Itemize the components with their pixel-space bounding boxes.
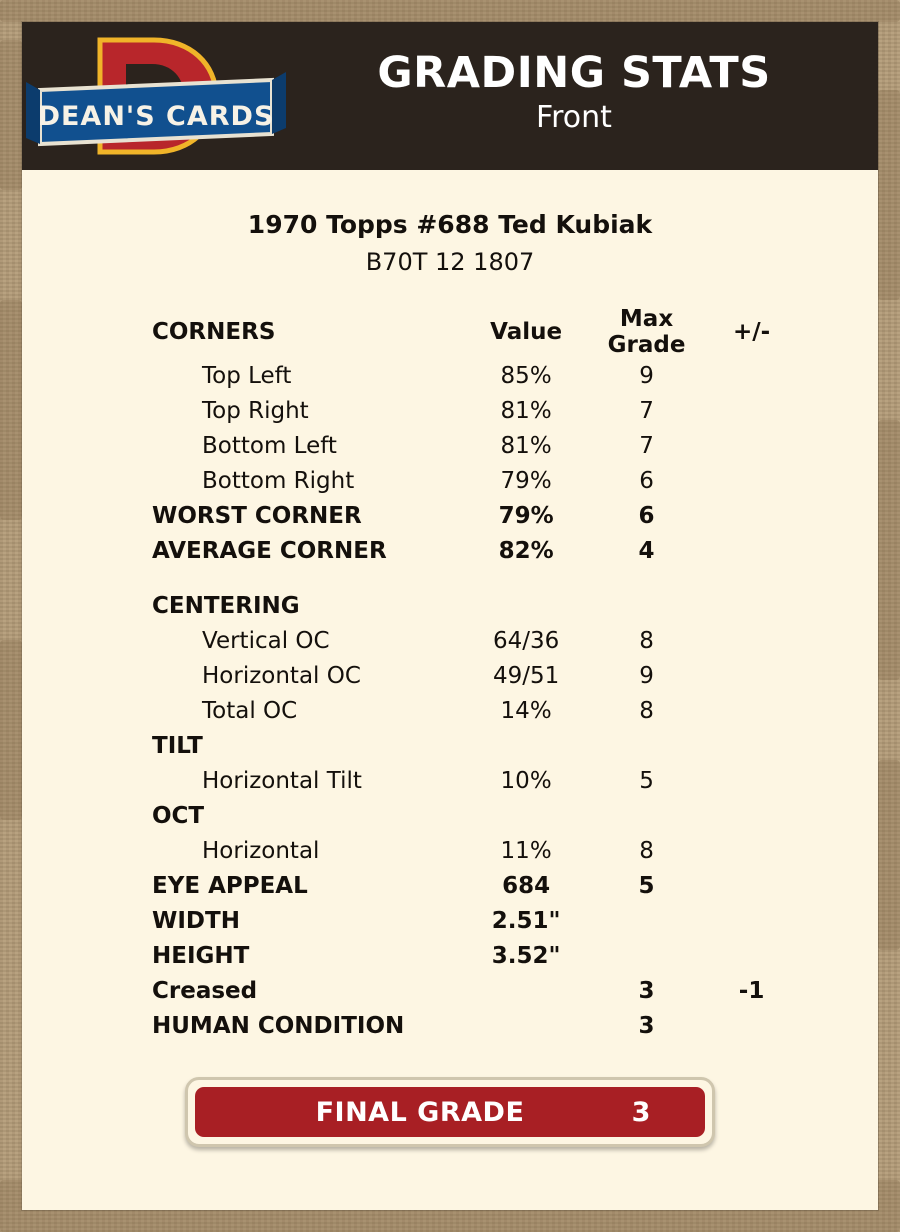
background-texture	[878, 90, 900, 300]
stats-row-label: WORST CORNER	[152, 502, 362, 529]
stats-row-plus-minus	[711, 588, 792, 623]
stats-row-value: 81%	[500, 432, 552, 459]
stats-row-value: Value	[490, 319, 563, 345]
stats-row	[152, 533, 792, 568]
stats-row-max-grade	[582, 903, 711, 938]
svg-text:DEAN'S CARDS: DEAN'S CARDS	[37, 101, 275, 132]
header-title-block	[290, 47, 878, 137]
stats-row-plus-minus	[711, 658, 792, 693]
stats-row-label: Bottom Left	[202, 432, 337, 459]
stats-row-label: Creased	[152, 977, 258, 1004]
stats-row-plus-minus	[711, 393, 792, 428]
stats-row	[152, 463, 792, 498]
stats-row-plus-minus	[711, 728, 792, 763]
stats-row	[152, 658, 792, 693]
stats-row-max-grade: 5	[639, 767, 654, 794]
final-grade-panel	[185, 1077, 715, 1147]
stats-row-plus-minus	[711, 498, 792, 533]
stats-row-plus-minus	[711, 798, 792, 833]
stats-row-max-grade	[582, 568, 711, 588]
stats-row-label: OCT	[152, 802, 205, 829]
stats-row-label: EYE APPEAL	[152, 872, 308, 899]
stats-row	[152, 903, 792, 938]
stats-row	[152, 973, 792, 1008]
grading-stats-table	[152, 306, 792, 1043]
stats-row-max-grade: 5	[638, 872, 655, 899]
stats-row-label: Bottom Right	[202, 467, 355, 494]
stats-row	[152, 728, 792, 763]
stats-row-value: 14%	[500, 697, 552, 724]
stats-row-label: HUMAN CONDITION	[152, 1012, 405, 1039]
stats-row-value	[470, 798, 582, 833]
stats-row-plus-minus	[711, 533, 792, 568]
stats-row	[152, 623, 792, 658]
stats-row-label: Total OC	[202, 697, 298, 724]
stats-row-plus-minus	[711, 868, 792, 903]
stats-row-max-grade: 8	[639, 837, 654, 864]
stats-row-label: Top Left	[202, 362, 292, 389]
stats-row-label: CORNERS	[152, 319, 276, 345]
stats-row-value: 79%	[500, 467, 552, 494]
stats-row-max-grade: 9	[639, 362, 654, 389]
stats-row	[152, 868, 792, 903]
stats-row-max-grade: 7	[639, 397, 654, 424]
stats-row-plus-minus: +/-	[732, 319, 771, 345]
stats-row	[152, 568, 792, 588]
stats-row-value: 85%	[500, 362, 552, 389]
page-subtitle: Front	[536, 100, 612, 136]
stats-row	[152, 693, 792, 728]
stats-row	[152, 358, 792, 393]
stats-row-plus-minus	[711, 463, 792, 498]
stats-row-plus-minus	[711, 568, 792, 588]
stats-row-max-grade: 6	[638, 502, 655, 529]
final-grade-bar	[195, 1087, 705, 1137]
stats-row-label: Horizontal Tilt	[202, 767, 362, 794]
stats-row-max-grade	[582, 938, 711, 973]
stats-row-plus-minus	[711, 693, 792, 728]
stats-row-max-grade: 9	[639, 662, 654, 689]
background-texture	[0, 40, 22, 190]
stats-row-value	[470, 568, 582, 588]
stats-row	[152, 763, 792, 798]
stats-row-label: Top Right	[202, 397, 309, 424]
stats-row-max-grade: 8	[639, 697, 654, 724]
stats-row-value	[470, 1008, 582, 1043]
stats-row	[152, 393, 792, 428]
stats-row-max-grade	[582, 588, 711, 623]
stats-row-max-grade: 4	[638, 537, 655, 564]
stats-row-value: 10%	[500, 767, 552, 794]
deans-cards-logo	[22, 22, 290, 170]
stats-row-plus-minus	[711, 833, 792, 868]
stats-row	[152, 938, 792, 973]
stats-row-plus-minus	[711, 938, 792, 973]
stats-row	[152, 498, 792, 533]
stats-row	[152, 798, 792, 833]
stats-row-value: 2.51"	[491, 907, 561, 934]
stats-row	[152, 306, 792, 358]
stats-row-label: Horizontal OC	[202, 662, 361, 689]
background-texture	[0, 640, 22, 820]
card-title: 1970 Topps #688 Ted Kubiak	[247, 210, 653, 239]
stats-row-label: Vertical OC	[202, 627, 330, 654]
stats-row-value	[470, 728, 582, 763]
stats-row-value: 49/51	[492, 662, 560, 689]
stats-row-plus-minus	[711, 358, 792, 393]
final-grade-value: 3	[631, 1096, 651, 1128]
stats-row-label: CENTERING	[152, 592, 300, 619]
stats-row-max-grade: 7	[639, 432, 654, 459]
stats-row-value: 81%	[500, 397, 552, 424]
stats-row-label: TILT	[152, 732, 203, 759]
stats-row-plus-minus	[711, 1008, 792, 1043]
stats-row-value: 684	[502, 872, 551, 899]
stats-row-max-grade: Max Grade	[607, 306, 686, 358]
stats-row-value: 82%	[498, 537, 554, 564]
card-serial: B70T 12 1807	[365, 248, 535, 276]
stats-row-plus-minus	[711, 428, 792, 463]
stats-row	[152, 588, 792, 623]
stats-row-max-grade: 8	[639, 627, 654, 654]
stats-row-label: Horizontal	[202, 837, 320, 864]
stats-row-plus-minus	[711, 763, 792, 798]
background-texture	[878, 760, 900, 950]
grading-report-sheet	[22, 22, 878, 1210]
background-texture	[0, 0, 900, 22]
stats-row	[152, 428, 792, 463]
page-title: GRADING STATS	[377, 47, 771, 98]
background-texture	[878, 420, 900, 680]
stats-row-label	[152, 568, 470, 588]
final-grade-label: FINAL GRADE	[315, 1096, 525, 1128]
stats-row	[152, 833, 792, 868]
stats-row-value: 79%	[498, 502, 554, 529]
stats-row-max-grade	[582, 728, 711, 763]
stats-row-label: HEIGHT	[152, 942, 250, 969]
stats-row-plus-minus: -1	[738, 977, 765, 1004]
stats-row-value	[470, 973, 582, 1008]
stats-row-value: 3.52"	[491, 942, 561, 969]
stats-row-value: 11%	[500, 837, 552, 864]
stats-row-value: 64/36	[492, 627, 560, 654]
stats-row-plus-minus	[711, 623, 792, 658]
report-header	[22, 22, 878, 170]
stats-row-max-grade: 6	[639, 467, 654, 494]
stats-row-max-grade: 3	[638, 1012, 655, 1039]
stats-row-value	[470, 588, 582, 623]
stats-row-max-grade	[582, 798, 711, 833]
stats-row-plus-minus	[711, 903, 792, 938]
stats-row-max-grade: 3	[638, 977, 655, 1004]
stats-row	[152, 1008, 792, 1043]
background-texture	[0, 300, 22, 520]
stats-row-label: AVERAGE CORNER	[152, 537, 387, 564]
stats-row-label: WIDTH	[152, 907, 240, 934]
